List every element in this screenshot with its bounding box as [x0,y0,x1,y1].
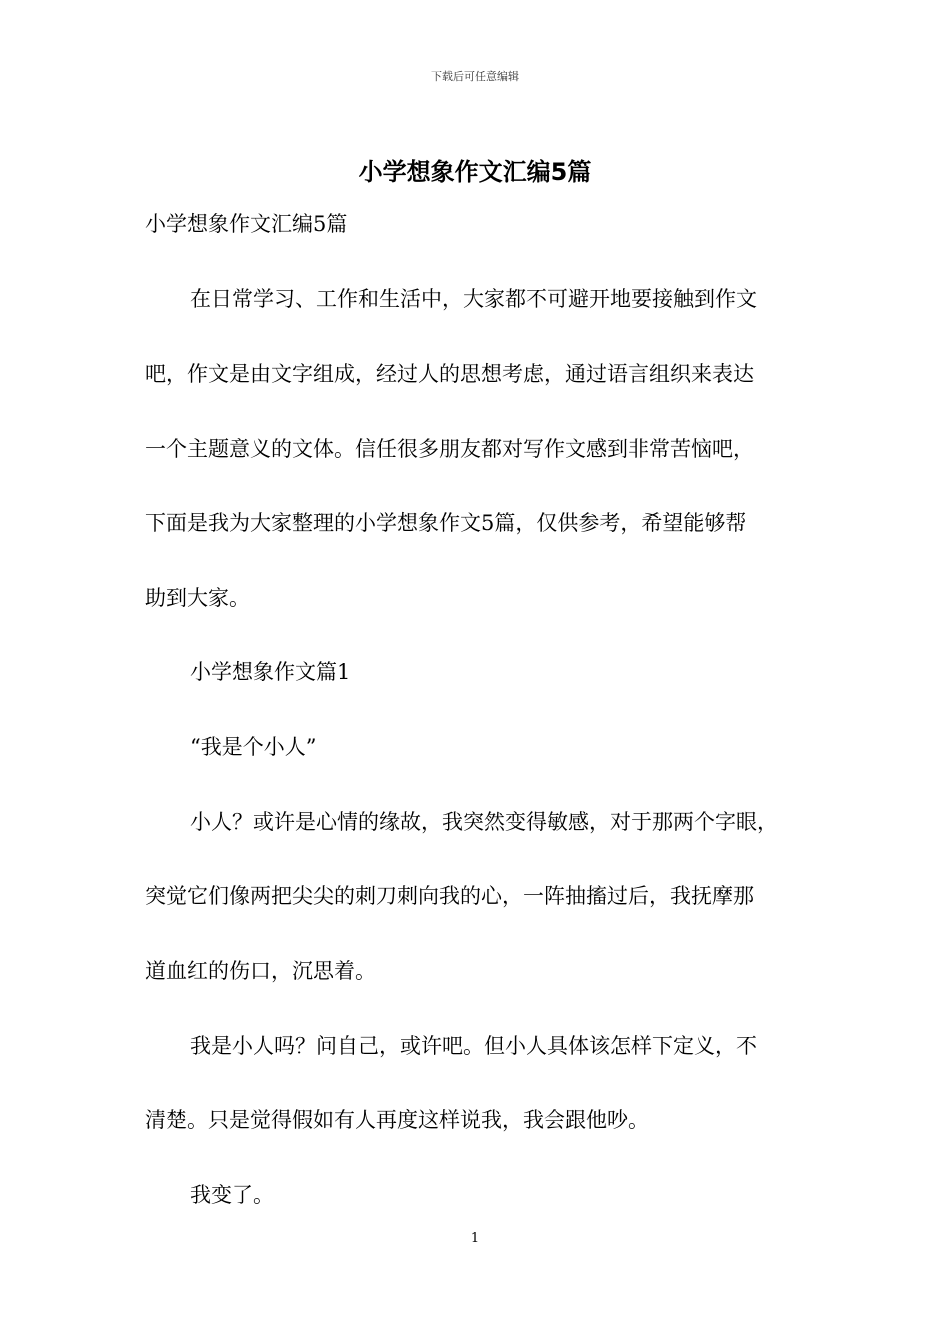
section-heading: 小学想象作文篇1 [190,660,351,684]
page-header-note: 下载后可任意编辑 [431,70,519,83]
paragraph-line: 我是小人吗？问自己，或许吧。但小人具体该怎样下定义，不 [190,1034,757,1058]
paragraph-line: 清楚。只是觉得假如有人再度这样说我，我会跟他吵。 [145,1108,649,1132]
paragraph-line: 在日常学习、工作和生活中，大家都不可避开地要接触到作文 [190,287,757,311]
document-title: 小学想象作文汇编5篇 [358,158,592,186]
page-number: 1 [470,1231,480,1246]
paragraph-line: 一个主题意义的文体。信任很多朋友都对写作文感到非常苦恼吧， [145,437,754,461]
paragraph-line: 道血红的伤口，沉思着。 [145,959,376,983]
paragraph-line: 我变了。 [190,1183,274,1207]
essay-quote-title: “我是个小人” [190,735,317,759]
paragraph-line: 吧，作文是由文字组成，经过人的思想考虑，通过语言组织来表达 [145,362,754,386]
paragraph-line: 助到大家。 [145,586,250,610]
document-subtitle: 小学想象作文汇编5篇 [145,212,348,236]
paragraph-line: 突觉它们像两把尖尖的刺刀刺向我的心，一阵抽搐过后，我抚摩那 [145,884,754,908]
paragraph-line: 小人？或许是心情的缘故，我突然变得敏感，对于那两个字眼， [190,810,778,834]
paragraph-line: 下面是我为大家整理的小学想象作文5篇，仅供参考，希望能够帮 [145,511,747,535]
